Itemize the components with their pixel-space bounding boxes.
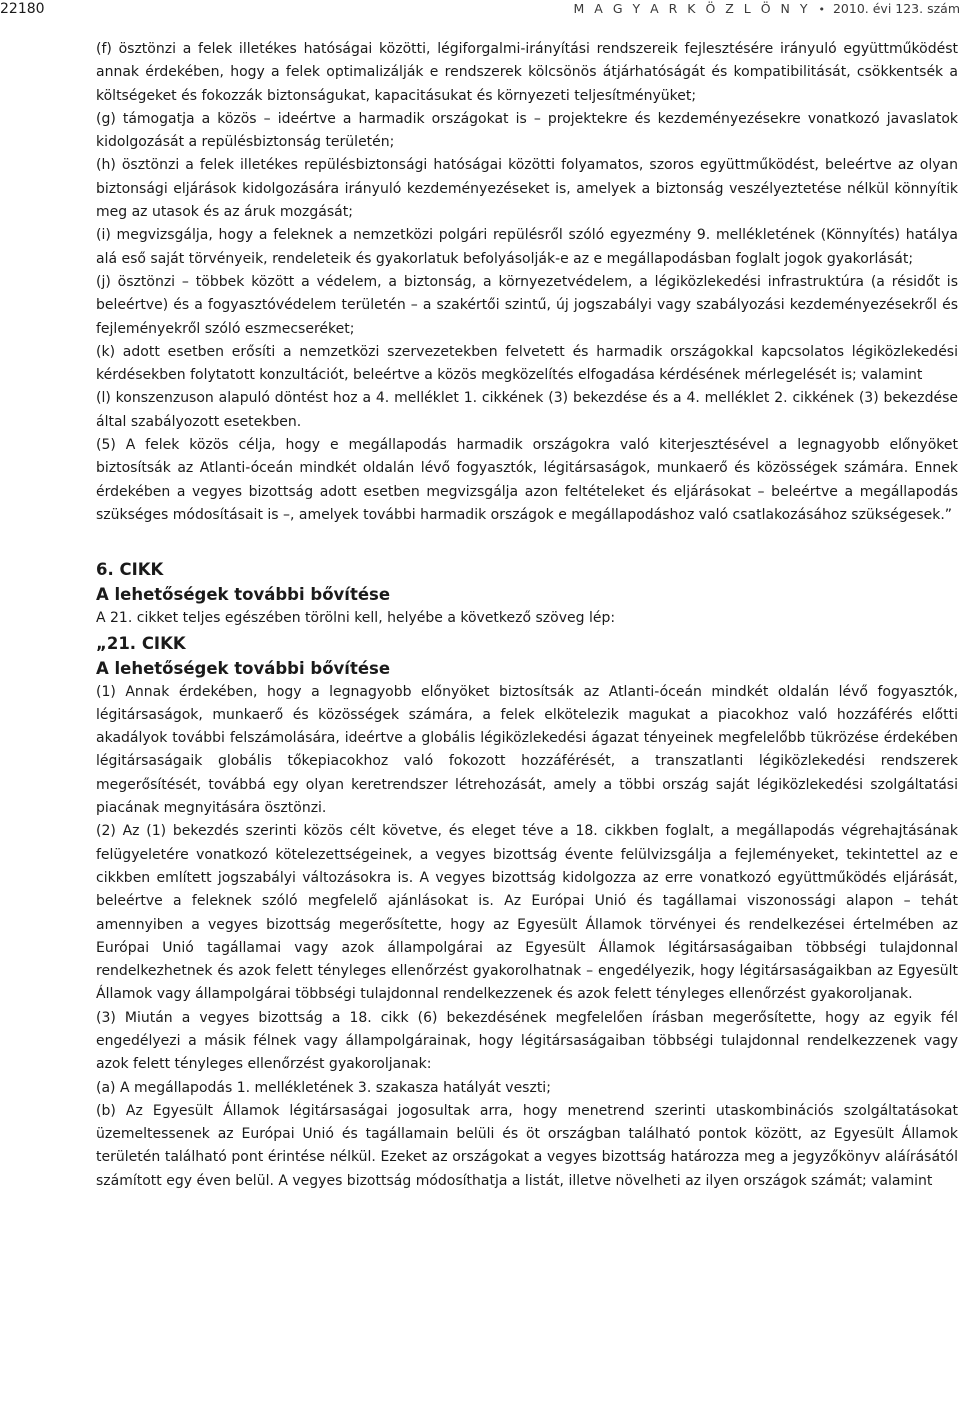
new-section-number: „21. CIKK (96, 633, 186, 653)
document-body (96, 38, 958, 1193)
paragraph-f: (f) ösztönzi a felek illetékes hatóságai közötti, légiforgalmi-irányítási rendszereik fejlesztésére irányuló együttműködést annak érdekében, hogy a felek optimalizálják e rendszerek kölcsönös átjárhatóságát és kompatibilitását, csökkentsék a költségeket és fokozzák biztonságukat, kapacitásukat és környezeti teljesítményüket; (96, 41, 958, 104)
paragraph-j: (j) ösztönzi – többek között a védelem, a biztonság, a környezetvédelem, a légiközlekedési infrastruktúra (a résidőt is beleértve) és a fogyasztóvédelem területén – a szakértői szintű, új jogszabályi vagy szabályozási kezdeményezésekről és fejleményekről szóló eszmecseréket; (96, 273, 958, 337)
section-gap (96, 527, 958, 557)
paragraph-h: (h) ösztönzi a felek illetékes repülésbiztonsági hatóságai közötti folyamatos, szoros együttműködést, beleértve az olyan biztonsági eljárások kidolgozására irányuló kezdeményezéseket is, amelyek a biztonság veszélyeztetése nélkül könnyítik meg az utasok és az áruk mozgását; (96, 157, 958, 221)
paragraph-i: (i) megvizsgálja, hogy a feleknek a nemzetközi polgári repülésről szóló egyezmény 9. mellékletének (Könnyítés) hatálya alá eső saját törvényeik, rendeleteik és gyakorlatuk befolyásolják-e az e megállapodásban foglalt jogok gyakorlását; (96, 227, 958, 267)
new-section-title: A lehetőségek további bővítése (96, 658, 391, 678)
paragraph-b: (b) Az Egyesült Államok légitársaságai jogosultak arra, hogy menetrend szerinti utaskombinációs szolgáltatásokat üzemeltessenek az Európai Unió és tagállamain belüli és öt országban található pontok között, az Egyesült Államok területén található pont érintése nélkül. Ezeket az országokat a vegyes bizottság határozza meg a jegyzőkönyv aláírásától számított egy éven belül. A vegyes bizottság módosíthatja a listát, illetve növelheti az ilyen országok számát; valamint (96, 1102, 958, 1189)
paragraph-3: (3) Miután a vegyes bizottság a 18. cikk (6) bekezdésének megfelelően írásban megerősítette, hogy az egyik fél engedélyezi a másik félnek vagy állampolgárainak, hogy légitársaságaiban többségi tulajdonnal rendelkezzenek vagy azok felett tényleges ellenőrzést gyakoroljanak: (96, 1009, 958, 1073)
paragraph-l: (l) konszenzuson alapuló döntést hoz a 4. melléklet 1. cikkének (3) bekezdése és a 4. melléklet 2. cikkének (3) bekezdése által szabályozott esetekben. (96, 390, 958, 430)
running-head (574, 0, 960, 19)
journal-name: M A G Y A R K Ö Z L Ö N Y (573, 1, 811, 16)
paragraph-5: (5) A felek közös célja, hogy e megállapodás harmadik országokra való kiterjesztésével a legnagyobb előnyöket biztosítsák az Atlanti-óceán mindkét oldalán lévő fogyasztók, légitársaságok, munkaerő és közösségek számára. Ennek érdekében a vegyes bizottság adott esetben megvizsgálja azon feltételeket és eljárásokat – beleértve a megállapodás szükséges módosításait is –, amelyek további harmadik országok e megállapodáshoz való csatlakozásához szükségesek.” (96, 437, 958, 523)
paragraph-1: (1) Annak érdekében, hogy a legnagyobb előnyöket biztosítsák az Atlanti-óceán mindkét oldalán lévő fogyasztók, légitársaságok, munkaerő és közösségek számára, a felek elkötelezik magukat a piacokhoz való hozzáférés előtti akadályok további felszámolására, ideértve a globális légiközlekedési ágazat tényeinek megfelelőbb tükrözése érdekében légitársaságaik globális tőkepiacokhoz való fokozott hozzáférését, a transzatlanti légiközlekedési rendszerek megerősítését, továbbá egy olyan keretrendszer létrehozását, amely a többi ország saját légiközlekedési szolgáltatási piacának megnyitására ösztönzi. (96, 683, 958, 817)
amendment-instruction: A 21. cikket teljes egészében törölni kell, helyébe a következő szöveg lép: (96, 610, 616, 627)
paragraph-2: (2) Az (1) bekezdés szerinti közös célt követve, és eleget téve a 18. cikkben foglalt, a megállapodás végrehajtásának felügyeletére vonatkozó kötelezettségeinek, a vegyes bizottság évente felülvizsgálja a fejleményeket, tekintettel az e cikkben említett jogszabályi változásokra is. A vegyes bizottság kidolgozza az erre vonatkozó együttműködés eljárását, beleértve a feleknek szóló megfelelő ajánlásokat is. Az Európai Unió és tagállamai viszonossági alapon – tehát amennyiben a vegyes bizottság megerősítette, hogy az Egyesült Államok törvényei és rendelkezései értelmében az Európai Unió tagállamai vagy azok állampolgárai az Egyesült Államok légitársaságaiban többségi tulajdonnal rendelkezhetnek és azok felett tényleges ellenőrzést gyakorolhatnak – engedélyezik, hogy légitársaságaikban az Egyesült Államok vagy állampolgárai többségi tulajdonnal rendelkezzenek és azok felett tényleges ellenőrzést gyakoroljanak. (96, 823, 958, 1003)
page-header (0, 0, 960, 22)
section-number: 6. CIKK (96, 560, 164, 580)
issue-number: 2010. évi 123. szám (832, 1, 960, 16)
page-number: 22180 (0, 1, 45, 17)
paragraph-a: (a) A megállapodás 1. mellékletének 3. szakasza hatályát veszti; (96, 1079, 551, 1096)
section-title: A lehetőségek további bővítése (96, 585, 391, 605)
bullet-separator: • (818, 3, 825, 16)
paragraph-g: (g) támogatja a közös – ideértve a harmadik országokat is – projektekre és kezdeményezésekre vonatkozó javaslatok kidolgozását a repülésbiztonság területén; (96, 110, 958, 151)
paragraph-k: (k) adott esetben erősíti a nemzetközi szervezetekben felvetett és harmadik országokkal kapcsolatos légiközlekedési kérdésekben folytatott konzultációt, beleértve a közös megközelítés elfogadása kérdésének mérlegelését is; valamint (96, 343, 958, 384)
